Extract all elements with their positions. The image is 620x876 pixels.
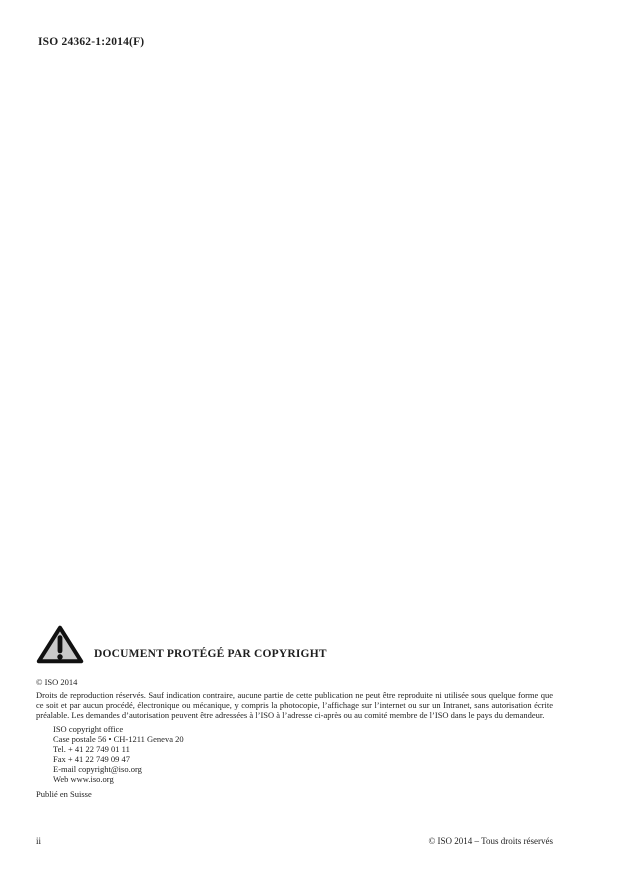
document-reference-header: ISO 24362-1:2014(F): [38, 36, 145, 48]
address-line-email: E-mail copyright@iso.org: [53, 764, 142, 774]
address-line-fax: Fax + 41 22 749 09 47: [53, 754, 131, 764]
address-line-office: ISO copyright office: [53, 724, 124, 734]
copyright-year-line: © ISO 2014: [36, 677, 78, 687]
address-line-web: Web www.iso.org: [53, 774, 114, 784]
copyright-notice-header: [36, 624, 553, 665]
address-line-postal: Case postale 56 • CH-1211 Geneva 20: [53, 734, 184, 744]
page-footer: [36, 836, 553, 846]
page-number: ii: [36, 836, 42, 846]
copyright-body-paragraph: Droits de reproduction réservés. Sauf indication contraire, aucune partie de cette publication ne peut être reproduite ni utilisée sous quelque forme que ce soit et par aucun procédé, électronique ou mécanique, y compris la photocopie, l’affichage sur l’internet ou sur un Intranet, sans autorisation écrite préalable. Les demandes d’autorisation peuvent être adressées à l’ISO à l’adresse ci-après ou au comité membre de l’ISO dans le pays du demandeur.: [36, 690, 553, 720]
copyright-notice-section: [36, 624, 553, 799]
address-line-tel: Tel. + 41 22 749 01 11: [53, 744, 130, 754]
published-in-line: Publié en Suisse: [36, 789, 92, 799]
iso-address-block: [53, 724, 553, 784]
warning-triangle-icon: [36, 624, 84, 665]
copyright-protected-heading: DOCUMENT PROTÉGÉ PAR COPYRIGHT: [94, 648, 327, 660]
footer-copyright: © ISO 2014 – Tous droits réservés: [428, 836, 553, 846]
